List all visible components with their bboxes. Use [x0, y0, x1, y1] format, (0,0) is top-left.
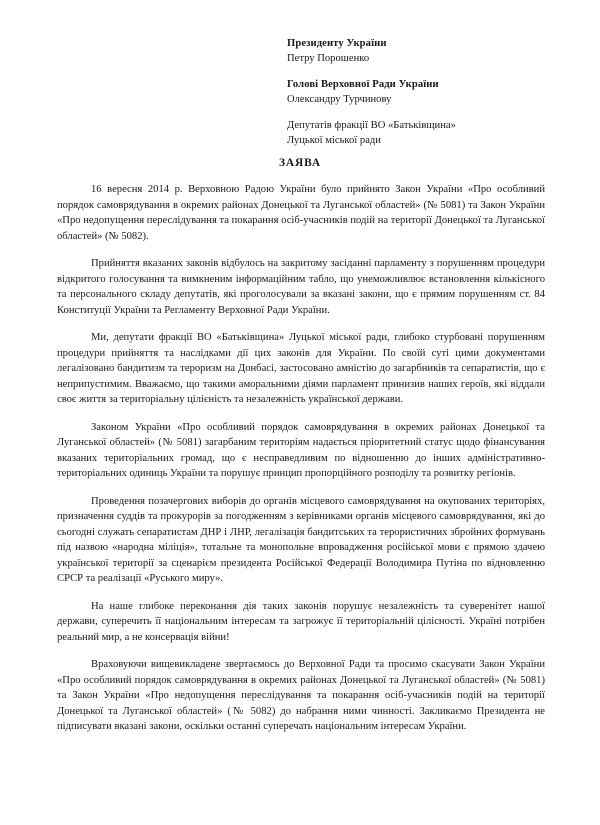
body-paragraph: Проведення позачергових виборів до органів місцевого самоврядування на окупованих територіях, призначення суддів та прокурорів за погодженням з керівниками органів місцевого самоврядування, які до сьогодні служать сепаратистам ДНР і ЛНР, легалізація бандитських та терористичних збройних формувань під назвою «народна міліція», тотальне та монопольне впровадження російської мови є прямою здачею української території за сценарієм президента Російської Федерації Володимира Путіна по відновленню СРСР та реалізації «Руського миру». [57, 495, 545, 585]
document-body [57, 182, 545, 735]
body-paragraph: На наше глибоке переконання дія таких законів порушує незалежність та суверенітет нашої держави, суперечить її національним інтересам та загрожує її територіальній цілісності. Україні потрібен реальний мир, а не консервація війни! [57, 600, 545, 643]
addressee-speaker [287, 77, 587, 107]
addressee-block [287, 36, 587, 148]
addressee-speaker-title: Голові Верховної Ради України [287, 79, 439, 91]
body-paragraph: 16 вересня 2014 р. Верховною Радою України було прийнято Закон України «Про особливий порядок самоврядування в окремих районах Донецької та Луганської областей» (№ 5081) та Закон України «Про недопущення переслідування та покарання осіб-учасників подій на території Донецької та Луганської областей» (№ 5082). [57, 184, 545, 242]
addressee-president-name: Петру Порошенко [287, 53, 370, 65]
body-paragraph: Враховуючи вищевикладене звертаємось до Верховної Ради та просимо скасувати Закон України «Про особливий порядок самоврядування в окремих районах Донецької та Луганської областей» (№ 5081) та Закон України «Про недопущення переслідування та покарання осіб-учасників подій на території Донецької та Луганської областей» (№ 5082) до набрання ними чинності. Закликаємо Президента не підписувати вказані закони, оскільки останні суперечать національним інтересам України. [57, 659, 545, 733]
addressee-sender-council: Луцької міської ради [287, 135, 381, 147]
body-paragraph: Законом України «Про особливий порядок самоврядування в окремих районах Донецької та Луганської областей» (№ 5081) загарбаним територіям надається пріоритетний статус щодо фінансування вказаних територіальних громад, що є несправедливим по відношенню до інших адміністративно-територіальних одиниць України та порушує принцип пропорційного розподілу та розвитку регіонів. [57, 421, 545, 480]
body-paragraph: Ми, депутати фракції ВО «Батьківщина» Луцької міської ради, глибоко стурбовані порушенням процедури прийняття та наслідками дії цих законів для України. По своїй суті цими документами легалізовано бандитизм та тероризм на Донбасі, застосовано амністію до загарбників та сепаратистів, що є неприпустимим. Вважаємо, що такими аморальними діями парламент принизив наших героїв, які віддали своє життя за територіальну цілієність та незалежність української держави. [57, 332, 545, 406]
addressee-president [287, 36, 587, 66]
body-paragraph: Прийняття вказаних законів відбулось на закритому засіданні парламенту з порушенням процедури відкритого голосування та вимкненим інформаційним табло, що унеможливлює встановлення кількісного та персонального складу депутатів, які проголосували за вказані закони, що є прямим порушенням ст. 84 Конституції України та Регламенту Верховної Ради України. [57, 258, 545, 316]
addressee-president-title: Президенту України [287, 38, 387, 49]
addressee-sender-faction: Депутатів фракції ВО «Батьківщина» [287, 120, 456, 132]
addressee-speaker-name: Олександру Турчинову [287, 94, 392, 106]
addressee-sender [287, 118, 587, 148]
document-title: ЗАЯВА [278, 157, 322, 169]
